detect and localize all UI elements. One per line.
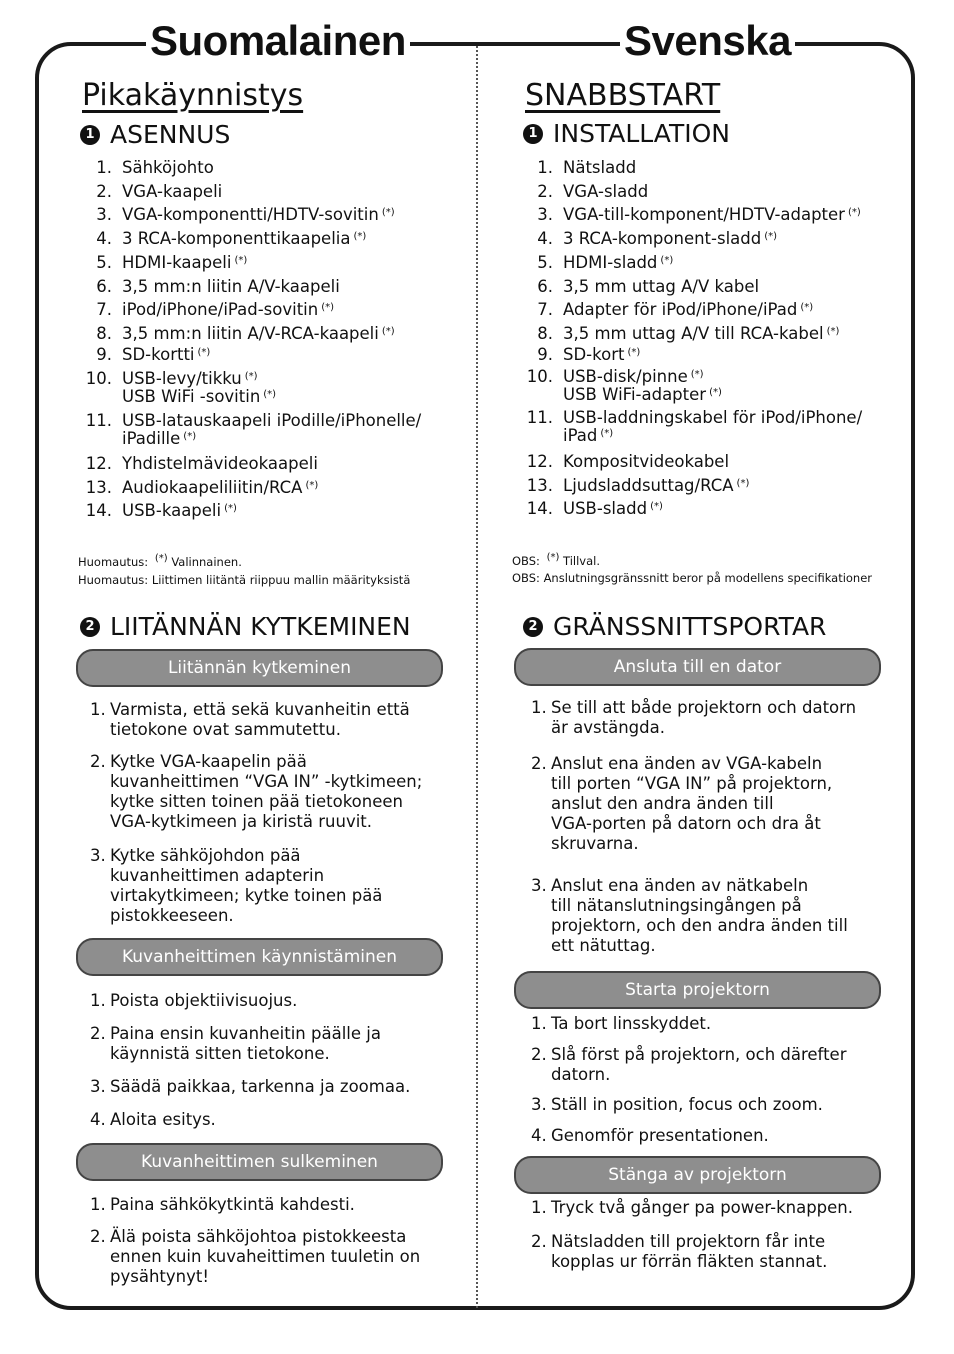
step bbox=[531, 1095, 823, 1115]
step-number: 3. bbox=[531, 1095, 547, 1114]
step-text bbox=[551, 1095, 823, 1115]
section-number-badge: 2 bbox=[80, 617, 100, 637]
optional-marker: (*) bbox=[627, 347, 641, 358]
item-label: Audiokaapeliliitin/RCA bbox=[122, 478, 303, 497]
subsection-connect-label: Ansluta till en dator bbox=[514, 648, 881, 686]
installation-item bbox=[521, 158, 636, 177]
item-text-block bbox=[122, 300, 334, 319]
step-line: VGA-kytkimeen ja kiristä ruuvit. bbox=[110, 812, 373, 831]
step-line: VGA-porten på datorn och dra åt bbox=[551, 814, 821, 833]
item-label: SD-kort bbox=[563, 345, 625, 364]
installation-item bbox=[80, 478, 318, 497]
step bbox=[90, 1195, 355, 1215]
optional-marker: (*) bbox=[690, 369, 704, 380]
item-label-continued: USB WiFi -sovitin bbox=[122, 387, 261, 406]
step-number: 2. bbox=[531, 1045, 547, 1064]
item-label: VGA-kaapeli bbox=[122, 182, 223, 201]
installation-item bbox=[80, 324, 395, 343]
item-label: USB-latauskaapeli iPodille/iPhonelle/ bbox=[122, 411, 422, 430]
item-label: VGA-till-komponent/HDTV-adapter bbox=[563, 205, 845, 224]
item-text-block bbox=[563, 499, 663, 518]
step-line: Nätsladden till projektorn får inte bbox=[551, 1232, 826, 1251]
step-line: virtakytkimeen; kytke toinen pää bbox=[110, 886, 383, 905]
installation-item bbox=[521, 205, 861, 224]
step bbox=[90, 752, 422, 832]
step-line: Anslut ena änden av nätkabeln bbox=[551, 876, 809, 895]
item-number: 2. bbox=[537, 182, 553, 201]
installation-item bbox=[80, 501, 237, 520]
item-number: 1. bbox=[96, 158, 112, 177]
step-number: 2. bbox=[531, 754, 547, 773]
step-number: 2. bbox=[90, 752, 106, 771]
item-text-block bbox=[122, 182, 222, 201]
optional-marker: (*) bbox=[764, 231, 778, 242]
step-number: 1. bbox=[531, 1198, 547, 1217]
step bbox=[531, 876, 848, 956]
subsection-start-label: Kuvanheittimen käynnistäminen bbox=[76, 938, 443, 976]
section-number-badge: 2 bbox=[523, 617, 543, 637]
item-label: 3,5 mm uttag A/V kabel bbox=[563, 277, 760, 296]
step-number: 3. bbox=[90, 1077, 106, 1096]
step-text bbox=[551, 1198, 853, 1218]
optional-marker: (*) bbox=[353, 231, 367, 242]
step-text bbox=[551, 876, 848, 956]
step bbox=[90, 700, 410, 740]
step-line: käynnistä sitten tietokone. bbox=[110, 1044, 330, 1063]
step-line: datorn. bbox=[551, 1065, 611, 1084]
item-label: USB-disk/pinne bbox=[563, 367, 688, 386]
installation-item bbox=[80, 205, 395, 224]
item-text-block bbox=[122, 229, 366, 248]
installation-item bbox=[80, 229, 366, 248]
item-label: Nätsladd bbox=[563, 158, 637, 177]
installation-item bbox=[521, 300, 813, 319]
optional-marker: (*) bbox=[736, 478, 750, 489]
subsection-start-label: Starta projektorn bbox=[514, 971, 881, 1009]
optional-marker: (*) bbox=[183, 431, 197, 442]
item-number: 7. bbox=[537, 300, 553, 319]
subsection-shutdown-label: Stänga av projektorn bbox=[514, 1156, 881, 1194]
step bbox=[531, 1014, 711, 1034]
optional-marker: (*) bbox=[197, 347, 211, 358]
step-number: 1. bbox=[531, 1014, 547, 1033]
step-line: projektorn, och den andra änden till bbox=[551, 916, 848, 935]
item-number: 7. bbox=[96, 300, 112, 319]
step-number: 3. bbox=[531, 876, 547, 895]
item-label: VGA-sladd bbox=[563, 182, 649, 201]
item-text-block bbox=[563, 408, 862, 445]
optional-marker: (*) bbox=[224, 503, 237, 514]
item-text-block bbox=[563, 452, 729, 471]
item-text-block bbox=[122, 345, 210, 364]
step-text bbox=[551, 754, 832, 854]
step bbox=[531, 1045, 846, 1085]
item-text-block bbox=[563, 324, 839, 343]
item-number: 14. bbox=[85, 501, 112, 520]
step-text bbox=[110, 1077, 410, 1097]
item-number: 10. bbox=[85, 369, 112, 388]
step-text bbox=[551, 1045, 846, 1085]
step-line: kopplas ur förrän fläkten stannat. bbox=[551, 1252, 828, 1271]
step-line: Poista objektiivisuojus. bbox=[110, 991, 298, 1010]
item-label: HDMI-kaapeli bbox=[122, 253, 232, 272]
installation-item bbox=[521, 499, 663, 518]
section-title: ASENNUS bbox=[110, 120, 231, 149]
item-label: USB-levy/tikku bbox=[122, 369, 242, 388]
item-label: 3,5 mm uttag A/V till RCA-kabel bbox=[563, 324, 824, 343]
quickstart-heading: Pikakäynnistys bbox=[82, 78, 304, 113]
section-ports-heading bbox=[523, 612, 826, 641]
step-text bbox=[110, 1110, 216, 1130]
column-divider bbox=[476, 46, 478, 1308]
step-number: 1. bbox=[90, 700, 106, 719]
subsection-shutdown-label: Kuvanheittimen sulkeminen bbox=[76, 1143, 443, 1181]
item-number: 11. bbox=[526, 408, 553, 427]
item-text-block bbox=[122, 253, 247, 272]
item-text-block bbox=[563, 182, 648, 201]
item-label: Kompositvideokabel bbox=[563, 452, 730, 471]
item-text-block bbox=[563, 229, 777, 248]
installation-item bbox=[80, 411, 421, 448]
section-number-badge: 1 bbox=[80, 125, 100, 145]
item-text-block bbox=[122, 369, 276, 406]
language-title-finnish: Suomalainen bbox=[146, 18, 410, 64]
note-prefix: OBS: bbox=[512, 554, 540, 568]
section-title: LIITÄNNÄN KYTKEMINEN bbox=[110, 612, 411, 641]
step-line: ennen kuin kuvaheittimen tuuletin on bbox=[110, 1247, 421, 1266]
item-text-block bbox=[563, 367, 722, 404]
step-line: Se till att både projektorn och datorn bbox=[551, 698, 857, 717]
optional-marker: (*) bbox=[381, 207, 395, 218]
step-line: Aloita esitys. bbox=[110, 1110, 216, 1129]
installation-item bbox=[521, 408, 862, 445]
step-line: Slå först på projektorn, och därefter bbox=[551, 1045, 847, 1064]
installation-item bbox=[80, 369, 276, 406]
step-number: 1. bbox=[90, 1195, 106, 1214]
item-label: VGA-komponentti/HDTV-sovitin bbox=[122, 205, 379, 224]
step-text bbox=[110, 1227, 420, 1287]
item-number: 4. bbox=[537, 229, 553, 248]
optional-marker: (*) bbox=[234, 255, 248, 266]
step-line: kuvanheittimen “VGA IN” -kytkimeen; bbox=[110, 772, 423, 791]
item-label: SD-kortti bbox=[122, 345, 195, 364]
step-number: 4. bbox=[531, 1126, 547, 1145]
subsection-connect-label: Liitännän kytkeminen bbox=[76, 649, 443, 687]
item-text-block bbox=[563, 476, 749, 495]
installation-item bbox=[521, 345, 640, 364]
step-number: 2. bbox=[90, 1024, 106, 1043]
item-label: iPod/iPhone/iPad-sovitin bbox=[122, 300, 319, 319]
installation-item bbox=[521, 367, 722, 404]
step-line: Paina ensin kuvanheitin päälle ja bbox=[110, 1024, 381, 1043]
item-number: 8. bbox=[537, 324, 553, 343]
item-label-continued: iPad bbox=[563, 426, 598, 445]
section-installation-heading bbox=[523, 119, 730, 148]
item-label: 3,5 mm:n liitin A/V-kaapeli bbox=[122, 277, 340, 296]
optional-marker: (*) bbox=[381, 326, 395, 337]
installation-item bbox=[80, 158, 214, 177]
step-line: Älä poista sähköjohtoa pistokkeesta bbox=[110, 1227, 407, 1246]
item-number: 9. bbox=[537, 345, 553, 364]
item-text-block bbox=[122, 411, 421, 448]
note-text: Valinnainen. bbox=[171, 555, 242, 569]
item-number: 9. bbox=[96, 345, 112, 364]
item-number: 13. bbox=[526, 476, 553, 495]
item-text-block bbox=[122, 158, 214, 177]
item-label: USB-laddningskabel för iPod/iPhone/ bbox=[563, 408, 863, 427]
step bbox=[531, 698, 856, 738]
item-number: 2. bbox=[96, 182, 112, 201]
installation-item bbox=[80, 300, 334, 319]
item-number: 5. bbox=[537, 253, 553, 272]
item-text-block bbox=[563, 253, 673, 272]
item-label: HDMI-sladd bbox=[563, 253, 658, 272]
installation-item bbox=[80, 277, 340, 296]
step-text bbox=[110, 700, 410, 740]
optional-marker: (*) bbox=[546, 552, 560, 563]
note-interface: OBS: Anslutningsgränssnitt beror på modellens specifikationer bbox=[512, 571, 873, 585]
installation-item bbox=[521, 452, 729, 471]
note-prefix: Huomautus: bbox=[78, 555, 149, 569]
step-line: pistokkeeseen. bbox=[110, 906, 234, 925]
step-line: Kytke VGA-kaapelin pää bbox=[110, 752, 307, 771]
step-line: är avstängda. bbox=[551, 718, 665, 737]
step-number: 3. bbox=[90, 846, 106, 865]
item-label: Ljudsladdsuttag/RCA bbox=[563, 476, 734, 495]
optional-marker: (*) bbox=[263, 389, 277, 400]
step bbox=[531, 1126, 769, 1146]
step bbox=[531, 754, 832, 854]
step bbox=[531, 1232, 827, 1272]
optional-marker: (*) bbox=[800, 302, 814, 313]
step-text bbox=[110, 991, 297, 1011]
step-text bbox=[551, 1232, 827, 1272]
item-label: Adapter för iPod/iPhone/iPad bbox=[563, 300, 798, 319]
item-text-block bbox=[122, 324, 395, 343]
optional-marker: (*) bbox=[826, 326, 840, 337]
step bbox=[90, 1077, 410, 1097]
installation-item bbox=[521, 277, 759, 296]
item-number: 1. bbox=[537, 158, 553, 177]
section-connection-heading bbox=[80, 612, 411, 641]
item-text-block bbox=[122, 454, 318, 473]
item-number: 8. bbox=[96, 324, 112, 343]
step-line: Kytke sähköjohdon pää bbox=[110, 846, 301, 865]
item-label: Sähköjohto bbox=[122, 158, 214, 177]
item-number: 12. bbox=[526, 452, 553, 471]
section-title: GRÄNSSNITTSPORTAR bbox=[553, 612, 827, 641]
step-line: till nätanslutningsingången på bbox=[551, 896, 802, 915]
item-text-block bbox=[122, 501, 237, 520]
item-number: 6. bbox=[537, 277, 553, 296]
step bbox=[531, 1198, 853, 1218]
item-label-continued: USB WiFi-adapter bbox=[563, 385, 707, 404]
step-number: 1. bbox=[90, 991, 106, 1010]
step-text bbox=[551, 698, 856, 738]
item-label: USB-sladd bbox=[563, 499, 648, 518]
item-number: 6. bbox=[96, 277, 112, 296]
optional-marker: (*) bbox=[244, 371, 258, 382]
quickstart-heading: SNABBSTART bbox=[525, 78, 721, 113]
item-number: 12. bbox=[85, 454, 112, 473]
installation-item bbox=[521, 182, 648, 201]
step-line: Varmista, että sekä kuvanheitin että bbox=[110, 700, 410, 719]
step bbox=[90, 846, 382, 926]
optional-marker: (*) bbox=[600, 428, 614, 439]
step-text bbox=[551, 1126, 769, 1146]
item-label: Yhdistelmävideokaapeli bbox=[122, 454, 318, 473]
optional-marker: (*) bbox=[650, 501, 663, 512]
item-text-block bbox=[563, 158, 636, 177]
step-line: Genomför presentationen. bbox=[551, 1126, 769, 1145]
step-text bbox=[551, 1014, 711, 1034]
language-title-swedish: Svenska bbox=[620, 18, 795, 64]
item-number: 3. bbox=[96, 205, 112, 224]
section-title: INSTALLATION bbox=[553, 119, 730, 148]
item-number: 13. bbox=[85, 478, 112, 497]
note-optional bbox=[78, 553, 242, 569]
item-number: 11. bbox=[85, 411, 112, 430]
optional-marker: (*) bbox=[660, 255, 674, 266]
item-label: 3 RCA-komponenttikaapelia bbox=[122, 229, 351, 248]
section-installation-heading bbox=[80, 120, 230, 149]
optional-marker: (*) bbox=[847, 207, 861, 218]
item-text-block bbox=[563, 277, 759, 296]
step-text bbox=[110, 1024, 381, 1064]
step-line: kytke sitten toinen pää tietokoneen bbox=[110, 792, 403, 811]
optional-marker: (*) bbox=[305, 480, 319, 491]
installation-item bbox=[521, 476, 749, 495]
step-number: 2. bbox=[90, 1227, 106, 1246]
note-text: Tillval. bbox=[563, 554, 601, 568]
step-line: kuvanheittimen adapterin bbox=[110, 866, 325, 885]
item-text-block bbox=[122, 277, 340, 296]
item-text-block bbox=[563, 205, 861, 224]
note-optional bbox=[512, 552, 600, 568]
note-connector: Huomautus: Liittimen liitäntä riippuu mallin määrityksistä bbox=[78, 573, 411, 587]
step-line: Säädä paikkaa, tarkenna ja zoomaa. bbox=[110, 1077, 411, 1096]
item-number: 4. bbox=[96, 229, 112, 248]
item-number: 14. bbox=[526, 499, 553, 518]
step-line: Ställ in position, focus och zoom. bbox=[551, 1095, 823, 1114]
step-line: Ta bort linsskyddet. bbox=[551, 1014, 712, 1033]
installation-item bbox=[521, 253, 673, 272]
step-number: 2. bbox=[531, 1232, 547, 1251]
item-text-block bbox=[563, 345, 640, 364]
step bbox=[90, 991, 297, 1011]
step-number: 4. bbox=[90, 1110, 106, 1129]
installation-item bbox=[80, 182, 222, 201]
step-line: Tryck två gånger pa power-knappen. bbox=[551, 1198, 854, 1217]
step-line: ett nätuttag. bbox=[551, 936, 656, 955]
installation-item bbox=[80, 454, 318, 473]
item-text-block bbox=[122, 478, 318, 497]
optional-marker: (*) bbox=[709, 387, 722, 398]
optional-marker: (*) bbox=[154, 553, 168, 564]
installation-item bbox=[80, 253, 247, 272]
step-line: pysähtynyt! bbox=[110, 1267, 209, 1286]
section-number-badge: 1 bbox=[523, 124, 543, 144]
item-number: 5. bbox=[96, 253, 112, 272]
step-text bbox=[110, 846, 382, 926]
optional-marker: (*) bbox=[321, 302, 335, 313]
step-number: 1. bbox=[531, 698, 547, 717]
step-line: till porten “VGA IN” på projektorn, bbox=[551, 774, 833, 793]
installation-item bbox=[521, 324, 839, 343]
step bbox=[90, 1110, 216, 1130]
item-number: 3. bbox=[537, 205, 553, 224]
item-number: 10. bbox=[526, 367, 553, 386]
item-label: 3 RCA-komponent-sladd bbox=[563, 229, 762, 248]
installation-item bbox=[521, 229, 777, 248]
step-line: Paina sähkökytkintä kahdesti. bbox=[110, 1195, 355, 1214]
item-label: 3,5 mm:n liitin A/V-RCA-kaapeli bbox=[122, 324, 379, 343]
step-text bbox=[110, 1195, 355, 1215]
installation-item bbox=[80, 345, 210, 364]
item-label-continued: iPadille bbox=[122, 429, 181, 448]
step bbox=[90, 1024, 381, 1064]
step-text bbox=[110, 752, 422, 832]
step-line: tietokone ovat sammutettu. bbox=[110, 720, 341, 739]
step bbox=[90, 1227, 420, 1287]
item-text-block bbox=[122, 205, 395, 224]
step-line: Anslut ena änden av VGA-kabeln bbox=[551, 754, 823, 773]
step-line: anslut den andra änden till bbox=[551, 794, 774, 813]
item-label: USB-kaapeli bbox=[122, 501, 222, 520]
item-text-block bbox=[563, 300, 813, 319]
step-line: skruvarna. bbox=[551, 834, 639, 853]
